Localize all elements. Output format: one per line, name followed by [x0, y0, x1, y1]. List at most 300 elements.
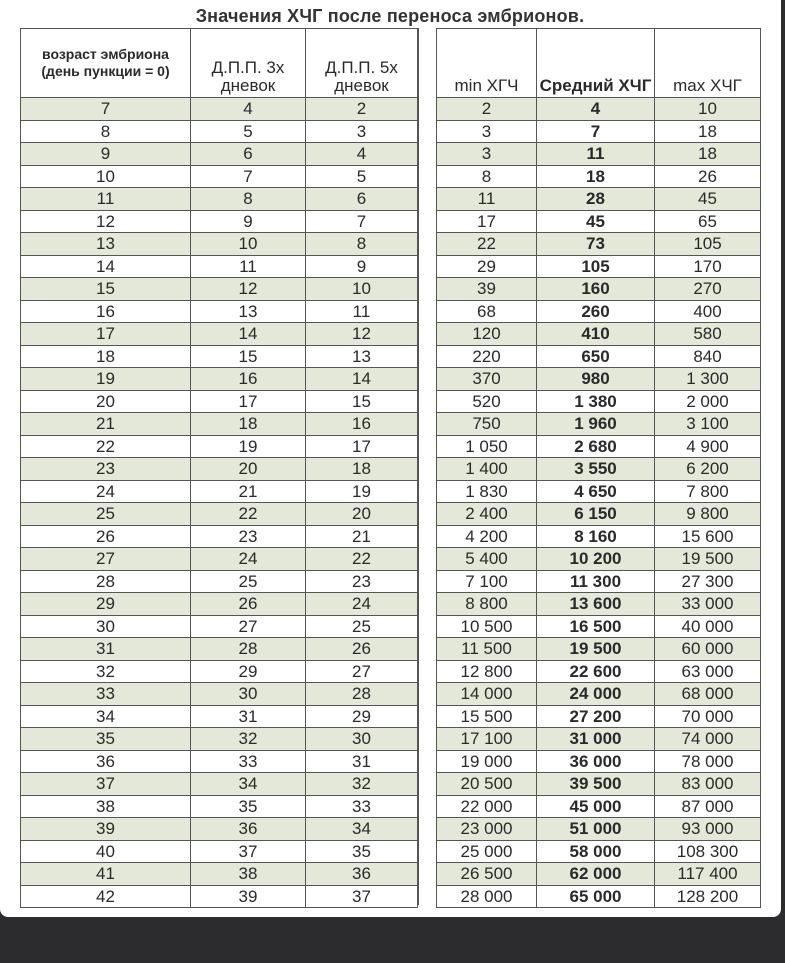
cell-max: 9 800: [655, 503, 761, 526]
cell-dpp5: 36: [306, 863, 418, 886]
cell-age: 8: [21, 120, 191, 143]
cell-dpp5: 13: [306, 345, 418, 368]
cell-age: 37: [21, 773, 191, 796]
cell-dpp3: 33: [191, 750, 306, 773]
table-row: [437, 435, 761, 458]
table-row: [437, 300, 761, 323]
cell-dpp5: 22: [306, 548, 418, 571]
cell-dpp3: 32: [191, 728, 306, 751]
cell-avg: 31 000: [537, 728, 655, 751]
cell-avg: 16 500: [537, 615, 655, 638]
header-age: возраст эмбриона (день пункции = 0): [21, 29, 191, 98]
table-row: [437, 98, 761, 121]
cell-avg: 3 550: [537, 458, 655, 481]
table-row: [21, 390, 418, 413]
cell-age: 10: [21, 165, 191, 188]
cell-dpp5: 3: [306, 120, 418, 143]
cell-min: 220: [437, 345, 537, 368]
cell-max: 26: [655, 165, 761, 188]
cell-avg: 65 000: [537, 885, 655, 908]
cell-min: 17: [437, 210, 537, 233]
cell-dpp3: 26: [191, 593, 306, 616]
cell-min: 1 400: [437, 458, 537, 481]
cell-min: 1 830: [437, 480, 537, 503]
table-row: [437, 323, 761, 346]
cell-dpp3: 15: [191, 345, 306, 368]
cell-avg: 105: [537, 255, 655, 278]
cell-age: 31: [21, 638, 191, 661]
cell-avg: 11 300: [537, 570, 655, 593]
cell-dpp3: 24: [191, 548, 306, 571]
cell-dpp3: 13: [191, 300, 306, 323]
cell-age: 27: [21, 548, 191, 571]
table-row: [437, 503, 761, 526]
table-row: [437, 728, 761, 751]
cell-dpp5: 18: [306, 458, 418, 481]
table-row: [21, 278, 418, 301]
cell-max: 1 300: [655, 368, 761, 391]
cell-max: 10: [655, 98, 761, 121]
cell-dpp3: 37: [191, 840, 306, 863]
cell-age: 28: [21, 570, 191, 593]
cell-age: 7: [21, 98, 191, 121]
cell-avg: 45: [537, 210, 655, 233]
cell-min: 750: [437, 413, 537, 436]
table-row: [437, 660, 761, 683]
cell-max: 580: [655, 323, 761, 346]
cell-avg: 36 000: [537, 750, 655, 773]
cell-age: 34: [21, 705, 191, 728]
cell-age: 17: [21, 323, 191, 346]
cell-avg: 27 200: [537, 705, 655, 728]
table-row: [437, 368, 761, 391]
table-row: [437, 120, 761, 143]
cell-dpp3: 4: [191, 98, 306, 121]
cell-min: 7 100: [437, 570, 537, 593]
table-row: [21, 165, 418, 188]
cell-max: 78 000: [655, 750, 761, 773]
table-row: [21, 863, 418, 886]
cell-min: 3: [437, 120, 537, 143]
cell-age: 39: [21, 818, 191, 841]
table-row: [437, 278, 761, 301]
table-row: [437, 615, 761, 638]
cell-avg: 58 000: [537, 840, 655, 863]
cell-avg: 62 000: [537, 863, 655, 886]
right-table: [436, 28, 761, 908]
table-row: [21, 885, 418, 908]
cell-min: 1 050: [437, 435, 537, 458]
table-row: [21, 188, 418, 211]
cell-dpp5: 25: [306, 615, 418, 638]
cell-dpp5: 26: [306, 638, 418, 661]
table-row: [21, 458, 418, 481]
cell-dpp5: 5: [306, 165, 418, 188]
cell-age: 30: [21, 615, 191, 638]
table-row: [437, 863, 761, 886]
cell-max: 108 300: [655, 840, 761, 863]
cell-min: 15 500: [437, 705, 537, 728]
cell-dpp3: 18: [191, 413, 306, 436]
table-row: [21, 593, 418, 616]
cell-dpp5: 7: [306, 210, 418, 233]
table-row: [437, 638, 761, 661]
table-row: [437, 210, 761, 233]
cell-avg: 6 150: [537, 503, 655, 526]
cell-age: 24: [21, 480, 191, 503]
cell-age: 33: [21, 683, 191, 706]
table-row: [21, 570, 418, 593]
cell-age: 42: [21, 885, 191, 908]
cell-min: 11: [437, 188, 537, 211]
cell-age: 15: [21, 278, 191, 301]
cell-dpp5: 15: [306, 390, 418, 413]
table-row: [21, 413, 418, 436]
cell-avg: 18: [537, 165, 655, 188]
cell-age: 36: [21, 750, 191, 773]
cell-min: 26 500: [437, 863, 537, 886]
cell-age: 16: [21, 300, 191, 323]
cell-max: 68 000: [655, 683, 761, 706]
cell-dpp5: 32: [306, 773, 418, 796]
table-row: [21, 480, 418, 503]
table-row: [437, 480, 761, 503]
cell-dpp3: 36: [191, 818, 306, 841]
table-row: [21, 795, 418, 818]
header-dpp5: Д.П.П. 5х дневок: [306, 29, 418, 98]
cell-dpp5: 14: [306, 368, 418, 391]
cell-max: 105: [655, 233, 761, 256]
cell-min: 22 000: [437, 795, 537, 818]
cell-min: 25 000: [437, 840, 537, 863]
table-row: [21, 143, 418, 166]
table-row: [437, 525, 761, 548]
cell-max: 93 000: [655, 818, 761, 841]
cell-min: 520: [437, 390, 537, 413]
cell-dpp5: 35: [306, 840, 418, 863]
cell-max: 19 500: [655, 548, 761, 571]
cell-dpp3: 12: [191, 278, 306, 301]
cell-max: 83 000: [655, 773, 761, 796]
cell-age: 38: [21, 795, 191, 818]
cell-age: 14: [21, 255, 191, 278]
table-row: [21, 548, 418, 571]
cell-avg: 410: [537, 323, 655, 346]
table-row: [21, 660, 418, 683]
cell-min: 22: [437, 233, 537, 256]
table-row: [437, 458, 761, 481]
table-row: [21, 98, 418, 121]
table-row: [21, 773, 418, 796]
cell-max: 74 000: [655, 728, 761, 751]
cell-age: 12: [21, 210, 191, 233]
cell-min: 370: [437, 368, 537, 391]
cell-dpp5: 12: [306, 323, 418, 346]
cell-dpp3: 31: [191, 705, 306, 728]
cell-max: 18: [655, 143, 761, 166]
cell-dpp3: 10: [191, 233, 306, 256]
cell-dpp3: 27: [191, 615, 306, 638]
cell-age: 22: [21, 435, 191, 458]
cell-dpp3: 17: [191, 390, 306, 413]
cell-avg: 51 000: [537, 818, 655, 841]
cell-dpp5: 20: [306, 503, 418, 526]
cell-min: 11 500: [437, 638, 537, 661]
cell-max: 40 000: [655, 615, 761, 638]
cell-dpp5: 28: [306, 683, 418, 706]
cell-dpp3: 21: [191, 480, 306, 503]
table-row: [21, 323, 418, 346]
cell-avg: 7: [537, 120, 655, 143]
cell-dpp3: 16: [191, 368, 306, 391]
cell-dpp5: 8: [306, 233, 418, 256]
cell-avg: 13 600: [537, 593, 655, 616]
cell-max: 400: [655, 300, 761, 323]
cell-age: 23: [21, 458, 191, 481]
table-row: [21, 503, 418, 526]
table-row: [437, 413, 761, 436]
table-row: [437, 570, 761, 593]
cell-dpp5: 31: [306, 750, 418, 773]
cell-avg: 1 960: [537, 413, 655, 436]
cell-max: 27 300: [655, 570, 761, 593]
cell-max: 117 400: [655, 863, 761, 886]
table-row: [437, 795, 761, 818]
cell-dpp3: 38: [191, 863, 306, 886]
cell-dpp5: 33: [306, 795, 418, 818]
cell-dpp5: 34: [306, 818, 418, 841]
cell-min: 39: [437, 278, 537, 301]
cell-min: 10 500: [437, 615, 537, 638]
cell-min: 120: [437, 323, 537, 346]
table-row: [437, 233, 761, 256]
table-row: [437, 750, 761, 773]
table-row: [21, 233, 418, 256]
cell-avg: 22 600: [537, 660, 655, 683]
cell-age: 41: [21, 863, 191, 886]
cell-max: 170: [655, 255, 761, 278]
cell-dpp3: 28: [191, 638, 306, 661]
cell-age: 32: [21, 660, 191, 683]
column-gap: [418, 28, 437, 905]
table-row: [437, 705, 761, 728]
table-row: [21, 615, 418, 638]
cell-min: 3: [437, 143, 537, 166]
table-row: [21, 210, 418, 233]
cell-dpp3: 6: [191, 143, 306, 166]
cell-avg: 11: [537, 143, 655, 166]
cell-avg: 10 200: [537, 548, 655, 571]
cell-min: 2: [437, 98, 537, 121]
cell-dpp3: 23: [191, 525, 306, 548]
cell-avg: 4 650: [537, 480, 655, 503]
cell-dpp3: 9: [191, 210, 306, 233]
cell-avg: 260: [537, 300, 655, 323]
cell-dpp3: 29: [191, 660, 306, 683]
table-row: [437, 188, 761, 211]
cell-avg: 45 000: [537, 795, 655, 818]
cell-min: 29: [437, 255, 537, 278]
table-row: [437, 548, 761, 571]
cell-dpp5: 27: [306, 660, 418, 683]
header-avg: Средний ХЧГ: [537, 29, 655, 98]
table-row: [21, 345, 418, 368]
cell-dpp3: 7: [191, 165, 306, 188]
cell-age: 19: [21, 368, 191, 391]
cell-min: 14 000: [437, 683, 537, 706]
cell-min: 23 000: [437, 818, 537, 841]
cell-dpp3: 14: [191, 323, 306, 346]
cell-max: 45: [655, 188, 761, 211]
table-row: [21, 705, 418, 728]
table-row: [437, 683, 761, 706]
table-row: [21, 750, 418, 773]
cell-age: 18: [21, 345, 191, 368]
cell-max: 65: [655, 210, 761, 233]
cell-age: 29: [21, 593, 191, 616]
table-row: [437, 255, 761, 278]
table-row: [437, 885, 761, 908]
cell-age: 35: [21, 728, 191, 751]
header-min: min ХГЧ: [437, 29, 537, 98]
cell-age: 21: [21, 413, 191, 436]
cell-max: 63 000: [655, 660, 761, 683]
cell-avg: 8 160: [537, 525, 655, 548]
cell-dpp5: 11: [306, 300, 418, 323]
cell-age: 9: [21, 143, 191, 166]
table-row: [437, 593, 761, 616]
cell-dpp5: 21: [306, 525, 418, 548]
table-row: [437, 840, 761, 863]
cell-dpp3: 20: [191, 458, 306, 481]
header-row: [21, 29, 418, 98]
cell-dpp3: 22: [191, 503, 306, 526]
cell-dpp5: 29: [306, 705, 418, 728]
cell-avg: 19 500: [537, 638, 655, 661]
header-max: max ХЧГ: [655, 29, 761, 98]
cell-max: 18: [655, 120, 761, 143]
table-row: [21, 683, 418, 706]
cell-dpp3: 25: [191, 570, 306, 593]
cell-age: 13: [21, 233, 191, 256]
cell-min: 28 000: [437, 885, 537, 908]
table-row: [437, 345, 761, 368]
cell-dpp3: 8: [191, 188, 306, 211]
table-row: [21, 300, 418, 323]
cell-avg: 24 000: [537, 683, 655, 706]
table-row: [21, 368, 418, 391]
cell-dpp3: 34: [191, 773, 306, 796]
cell-min: 68: [437, 300, 537, 323]
cell-max: 4 900: [655, 435, 761, 458]
cell-avg: 2 680: [537, 435, 655, 458]
table-row: [437, 773, 761, 796]
header-dpp3: Д.П.П. 3х дневок: [191, 29, 306, 98]
cell-max: 87 000: [655, 795, 761, 818]
cell-age: 40: [21, 840, 191, 863]
table-row: [21, 840, 418, 863]
cell-dpp5: 17: [306, 435, 418, 458]
cell-dpp5: 23: [306, 570, 418, 593]
cell-min: 4 200: [437, 525, 537, 548]
cell-dpp5: 10: [306, 278, 418, 301]
cell-dpp3: 30: [191, 683, 306, 706]
table-row: [21, 120, 418, 143]
cell-dpp5: 2: [306, 98, 418, 121]
cell-max: 15 600: [655, 525, 761, 548]
cell-avg: 160: [537, 278, 655, 301]
left-table: [20, 28, 418, 908]
cell-dpp5: 6: [306, 188, 418, 211]
cell-max: 840: [655, 345, 761, 368]
cell-min: 17 100: [437, 728, 537, 751]
cell-max: 2 000: [655, 390, 761, 413]
cell-dpp3: 39: [191, 885, 306, 908]
cell-min: 8: [437, 165, 537, 188]
cell-avg: 28: [537, 188, 655, 211]
table-row: [437, 165, 761, 188]
cell-max: 33 000: [655, 593, 761, 616]
cell-avg: 1 380: [537, 390, 655, 413]
cell-age: 20: [21, 390, 191, 413]
cell-max: 60 000: [655, 638, 761, 661]
cell-dpp3: 35: [191, 795, 306, 818]
cell-max: 70 000: [655, 705, 761, 728]
cell-avg: 980: [537, 368, 655, 391]
cell-dpp3: 5: [191, 120, 306, 143]
cell-min: 19 000: [437, 750, 537, 773]
table-row: [21, 728, 418, 751]
cell-avg: 650: [537, 345, 655, 368]
cell-max: 270: [655, 278, 761, 301]
cell-dpp5: 24: [306, 593, 418, 616]
cell-age: 25: [21, 503, 191, 526]
cell-avg: 39 500: [537, 773, 655, 796]
cell-dpp5: 9: [306, 255, 418, 278]
cell-dpp3: 19: [191, 435, 306, 458]
table-row: [437, 390, 761, 413]
table-row: [21, 638, 418, 661]
cell-min: 5 400: [437, 548, 537, 571]
cell-dpp5: 37: [306, 885, 418, 908]
cell-max: 6 200: [655, 458, 761, 481]
cell-max: 7 800: [655, 480, 761, 503]
cell-dpp5: 4: [306, 143, 418, 166]
cell-dpp3: 11: [191, 255, 306, 278]
table-row: [21, 525, 418, 548]
table-row: [21, 435, 418, 458]
cell-avg: 73: [537, 233, 655, 256]
cell-dpp5: 19: [306, 480, 418, 503]
table-row: [21, 255, 418, 278]
cell-min: 8 800: [437, 593, 537, 616]
table-row: [437, 818, 761, 841]
table-row: [21, 818, 418, 841]
cell-avg: 4: [537, 98, 655, 121]
cell-dpp5: 16: [306, 413, 418, 436]
table-title: Значения ХЧГ после переноса эмбрионов.: [195, 6, 585, 26]
table-row: [437, 143, 761, 166]
cell-min: 12 800: [437, 660, 537, 683]
cell-age: 11: [21, 188, 191, 211]
cell-age: 26: [21, 525, 191, 548]
cell-max: 128 200: [655, 885, 761, 908]
header-row: [437, 29, 761, 98]
cell-min: 20 500: [437, 773, 537, 796]
cell-min: 2 400: [437, 503, 537, 526]
cell-max: 3 100: [655, 413, 761, 436]
cell-dpp5: 30: [306, 728, 418, 751]
